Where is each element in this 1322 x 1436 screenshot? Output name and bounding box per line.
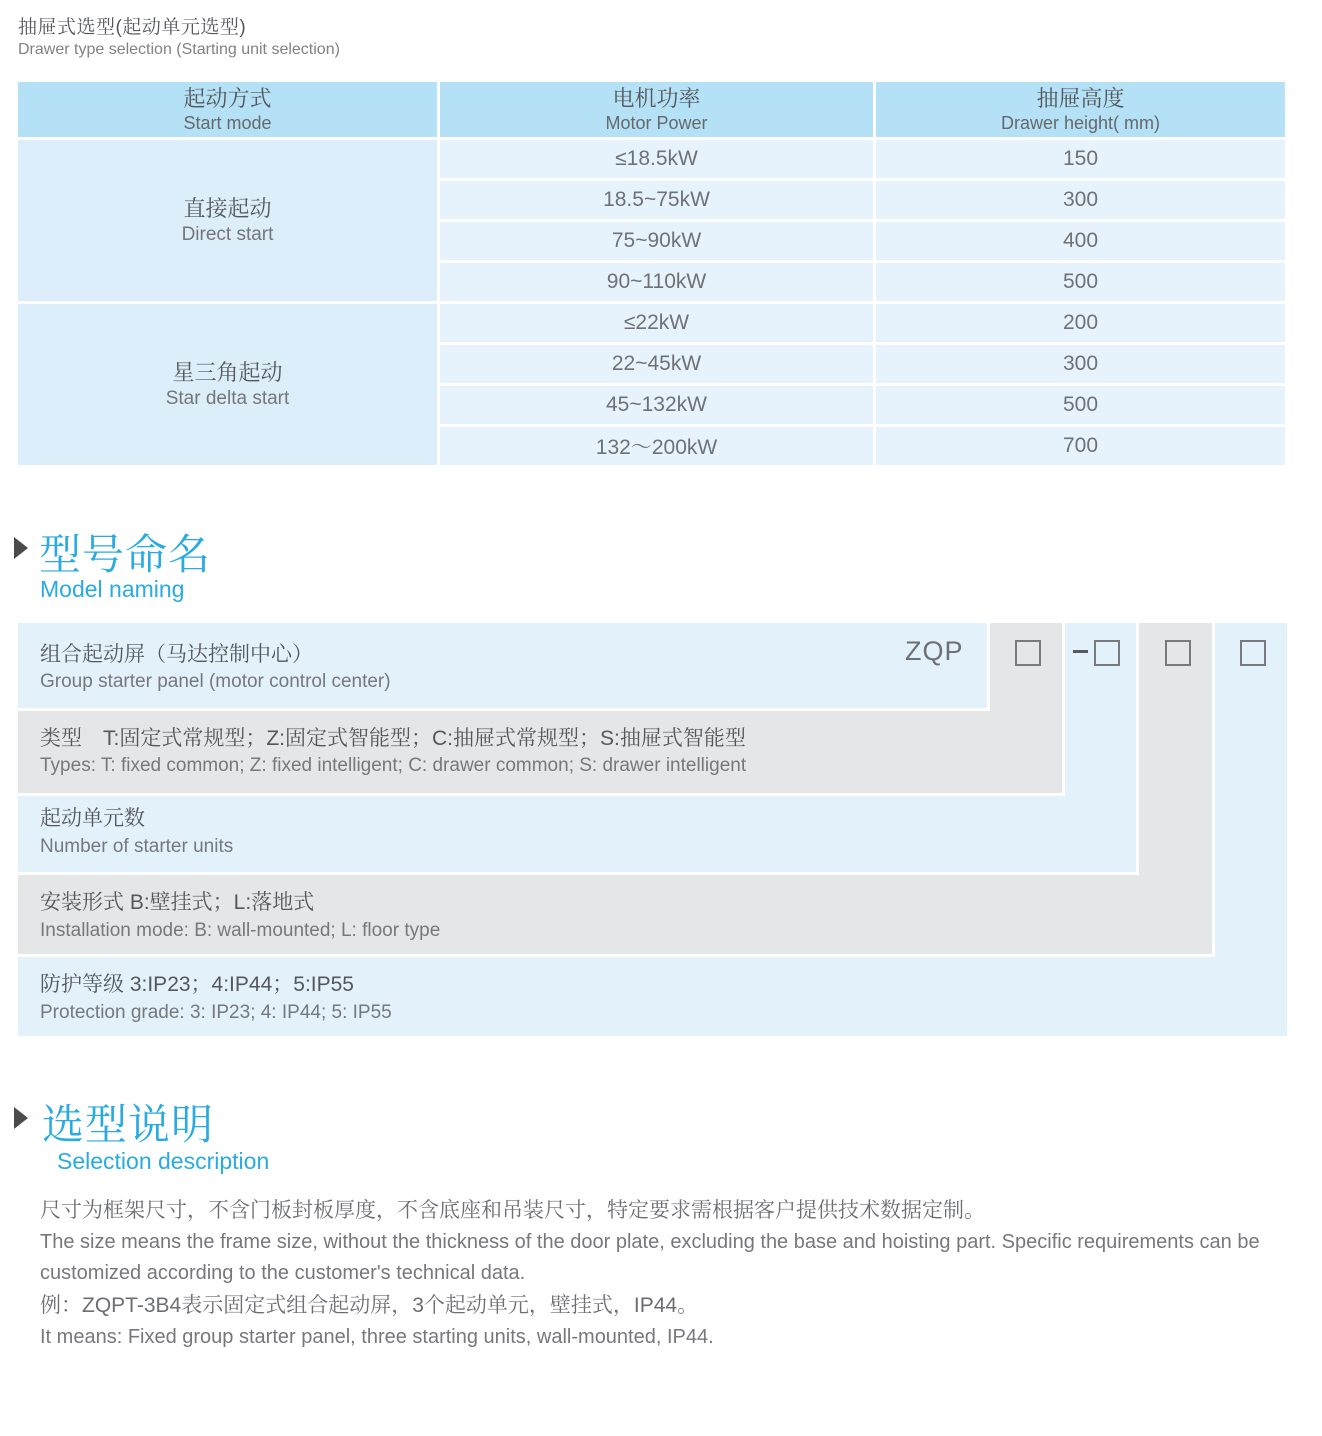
diagram-row-2-label-cn: 类型 T:固定式常规型；Z:固定式智能型；C:抽屉式常规型；S:抽屉式智能型 (40, 727, 746, 750)
header-label-en: Drawer height( mm) (1000, 113, 1161, 133)
table-cell-height: 500 (876, 263, 1285, 301)
diagram-row-5-label-en: Protection grade: 3: IP23; 4: IP44; 5: IP55 (40, 1002, 392, 1023)
header-label-cn: 电机功率 (612, 86, 701, 111)
table-cell-power: ≤18.5kW (440, 140, 873, 178)
table-header-drawer-height (876, 82, 1285, 137)
diagram-strip-3 (1139, 623, 1212, 954)
selection-description-heading-cn: 选型说明 (42, 1101, 215, 1148)
table-cell-height: 500 (876, 386, 1285, 424)
table-cell-height: 400 (876, 222, 1285, 260)
section-arrow-icon (14, 537, 28, 559)
table-cell-power: ≤22kW (440, 304, 873, 342)
model-code-dash (1073, 650, 1088, 653)
diagram-row-3-bg (18, 796, 1136, 872)
diagram-row-3-label-en: Number of starter units (40, 836, 234, 857)
table-cell-power: 75~90kW (440, 222, 873, 260)
model-naming-heading-en: Model naming (40, 576, 185, 602)
table-cell-power: 90~110kW (440, 263, 873, 301)
table-cell-height: 300 (876, 345, 1285, 383)
page-title-en: Drawer type selection (Starting unit selection) (18, 41, 340, 58)
diagram-row-3-label-cn: 起动单元数 (40, 807, 145, 830)
description-line-cn: 尺寸为框架尺寸，不含门板封板厚度，不含底座和吊装尺寸，特定要求需根据客户提供技术数据定制。 (40, 1199, 985, 1222)
table-cell-power: 45~132kW (440, 386, 873, 424)
header-label-cn: 起动方式 (183, 86, 272, 111)
model-code-box-icon (1165, 640, 1191, 666)
selection-description-heading-en: Selection description (57, 1148, 270, 1174)
start-mode-group-star-delta (18, 304, 437, 465)
diagram-row-5-label-cn: 防护等级 3:IP23；4:IP44；5:IP55 (40, 973, 354, 996)
model-code-box-icon (1094, 640, 1120, 666)
table-cell-height: 150 (876, 140, 1285, 178)
model-naming-heading-cn: 型号命名 (39, 531, 212, 578)
group-label-cn: 直接起动 (183, 195, 272, 221)
header-label-en: Start mode (183, 113, 272, 133)
selection-table (18, 82, 1285, 465)
header-label-cn: 抽屉高度 (1036, 86, 1125, 111)
page-title-cn: 抽屉式选型(起动单元选型) (18, 17, 247, 38)
diagram-row-4-label-en: Installation mode: B: wall-mounted; L: floor type (40, 920, 441, 941)
section-arrow-icon (14, 1107, 28, 1129)
group-label-cn: 星三角起动 (172, 359, 283, 385)
diagram-row-1-label-en: Group starter panel (motor control center) (40, 671, 391, 692)
table-cell-power: 132～200kW (440, 427, 873, 465)
table-cell-height: 700 (876, 427, 1285, 465)
table-header-start-mode (18, 82, 437, 137)
description-line-cn: 例：ZQPT-3B4表示固定式组合起动屏，3个起动单元，壁挂式，IP44。 (40, 1294, 699, 1317)
model-code-prefix: ZQP (905, 636, 964, 666)
header-label-en: Motor Power (605, 113, 708, 133)
diagram-row-4-label-cn: 安装形式 B:壁挂式；L:落地式 (40, 891, 315, 914)
diagram-row-1-label-cn: 组合起动屏（马达控制中心） (40, 643, 313, 666)
start-mode-group-direct (18, 140, 437, 301)
group-label-en: Star delta start (165, 387, 290, 409)
table-header-motor-power (440, 82, 873, 137)
diagram-row-2-label-en: Types: T: fixed common; Z: fixed intelligent; C: drawer common; S: drawer intelligent (40, 755, 747, 776)
table-cell-height: 200 (876, 304, 1285, 342)
group-label-en: Direct start (181, 223, 274, 245)
table-cell-power: 18.5~75kW (440, 181, 873, 219)
table-cell-power: 22~45kW (440, 345, 873, 383)
selection-description-body (40, 1194, 1296, 1353)
model-code-box-icon (1015, 640, 1041, 666)
description-line-en: It means: Fixed group starter panel, three starting units, wall-mounted, IP44. (40, 1326, 714, 1348)
description-line-en: The size means the frame size, without the thickness of the door plate, excluding the base and hoisting part. Specific requirements can be customized according to the customer's technical data. (40, 1231, 1260, 1284)
table-cell-height: 300 (876, 181, 1285, 219)
diagram-strip-4 (1215, 623, 1287, 1036)
model-code-box-icon (1240, 640, 1266, 666)
